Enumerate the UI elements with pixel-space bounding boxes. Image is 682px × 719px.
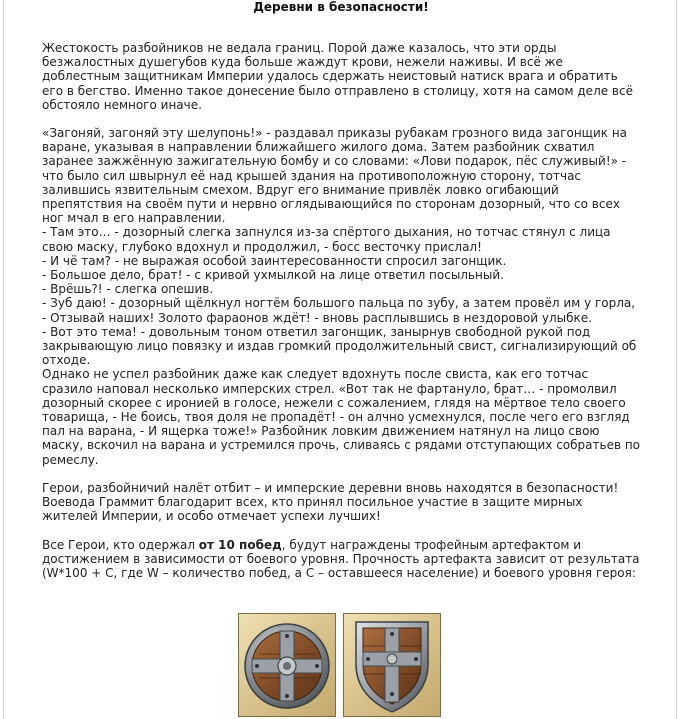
reward-artifacts xyxy=(238,613,443,719)
intro-paragraph: Жестокость разбойников не ведала границ. Порой даже казалось, что эти орды безжалостных душегубов куда больше жаждут крови, нежели наживы. И всё же доблестным защитникам Империи удалось сдержать неистовый натиск врага и обратить его в бегство. Именно такое донесение было отправлено в столицу, хотя на самом деле всё обстояло немного иначе. xyxy=(42,41,633,112)
article-body xyxy=(42,41,642,580)
dialogue-line: - Зуб даю! - дозорный щёлкнул ногтём большого пальца по зубу, а затем провёл им у горла, - Отзывай наших! Золото фараонов ждёт! - вновь расплывшись в нездоровой улыбке. xyxy=(42,296,636,325)
reward-paragraph xyxy=(42,538,642,581)
dialogue-line: - Врёшь?! - слегка опешив. xyxy=(42,282,214,297)
story-paragraph: Однако не успел разбойник даже как следует вдохнуть после свиста, как его тотчас сразило наповал несколько имперских стрел. «Вот так не фартануло, брат… - промолвил дозорный скорее с иронией в голосе, нежели с сожалением, глядя на мёртвое тело своего товарища, - Не боись, твоя доля не пропадёт! - он алчно усмехнулся, после чего его взгляд пал на варана, - И ящерка тоже!» Разбойник ловким движением натянул на лицо свою маску, вскочил на варана и устремился прочь, сливаясь с рядами отступающих собратьев по ремеслу. xyxy=(42,367,641,467)
page-title: Деревни в безопасности! xyxy=(253,0,429,14)
dialogue-line: - Вот это тема! - довольным тоном ответил загонщик, занырнув свободной рукой под закрывающую лицо повязку и издав громкий продолжительный свист, сигнализирующий об отходе. xyxy=(42,324,637,368)
victory-paragraph: Герои, разбойничий налёт отбит – и имперские деревни вновь находятся в безопасности! Воевода Граммит благодарит всех, кто принял посильное участие в защите мирных жителей Империи, и особо отмечает успехи лучших! xyxy=(42,480,619,524)
dialogue-line: - Там это… - дозорный слегка запнулся из-за спёртого дыхания, но тотчас стянул с лица свою маску, глубоко вдохнул и продолжил, - босс весточку прислал! xyxy=(42,225,611,254)
reward-highlight: от 10 побед xyxy=(198,537,282,552)
round-shield-icon xyxy=(238,613,336,717)
dialogue-line: - Большое дело, брат! - с кривой ухмылкой на лице ответил посыльный. xyxy=(42,268,504,283)
reward-text: Все Герои, кто одержал xyxy=(42,537,199,552)
reward-text: , будут награждены трофейным артефактом и достижением в зависимости от боевого уровня. Прочность артефакта зависит от результата (W*100 + C, где W – количество побед, а C – оставшееся население) и боевого уровня героя: xyxy=(42,537,640,580)
dialogue-line: - И чё там? - не выражая особой заинтересованности спросил загонщик. xyxy=(42,253,507,268)
heater-shield-icon xyxy=(343,613,441,717)
story-paragraph: «Загоняй, загоняй эту шелупонь!» - раздавал приказы рубакам грозного вида загонщик на варане, указывая в направлении ближайшего жилого дома. Затем разбойник схватил заранее зажжённую зажигательную бомбу и со словами: «Лови подарок, пёс служивый!» - что было сил швырнул её над крышей здания на противоположную сторону, тотчас залившись язвительным смехом. Вдруг его внимание привлёк ловко огибающий препятствия на своём пути и нервно оглядывающийся по сторонам дозорный, что со всех ног мчал в его направлении. xyxy=(42,126,628,226)
